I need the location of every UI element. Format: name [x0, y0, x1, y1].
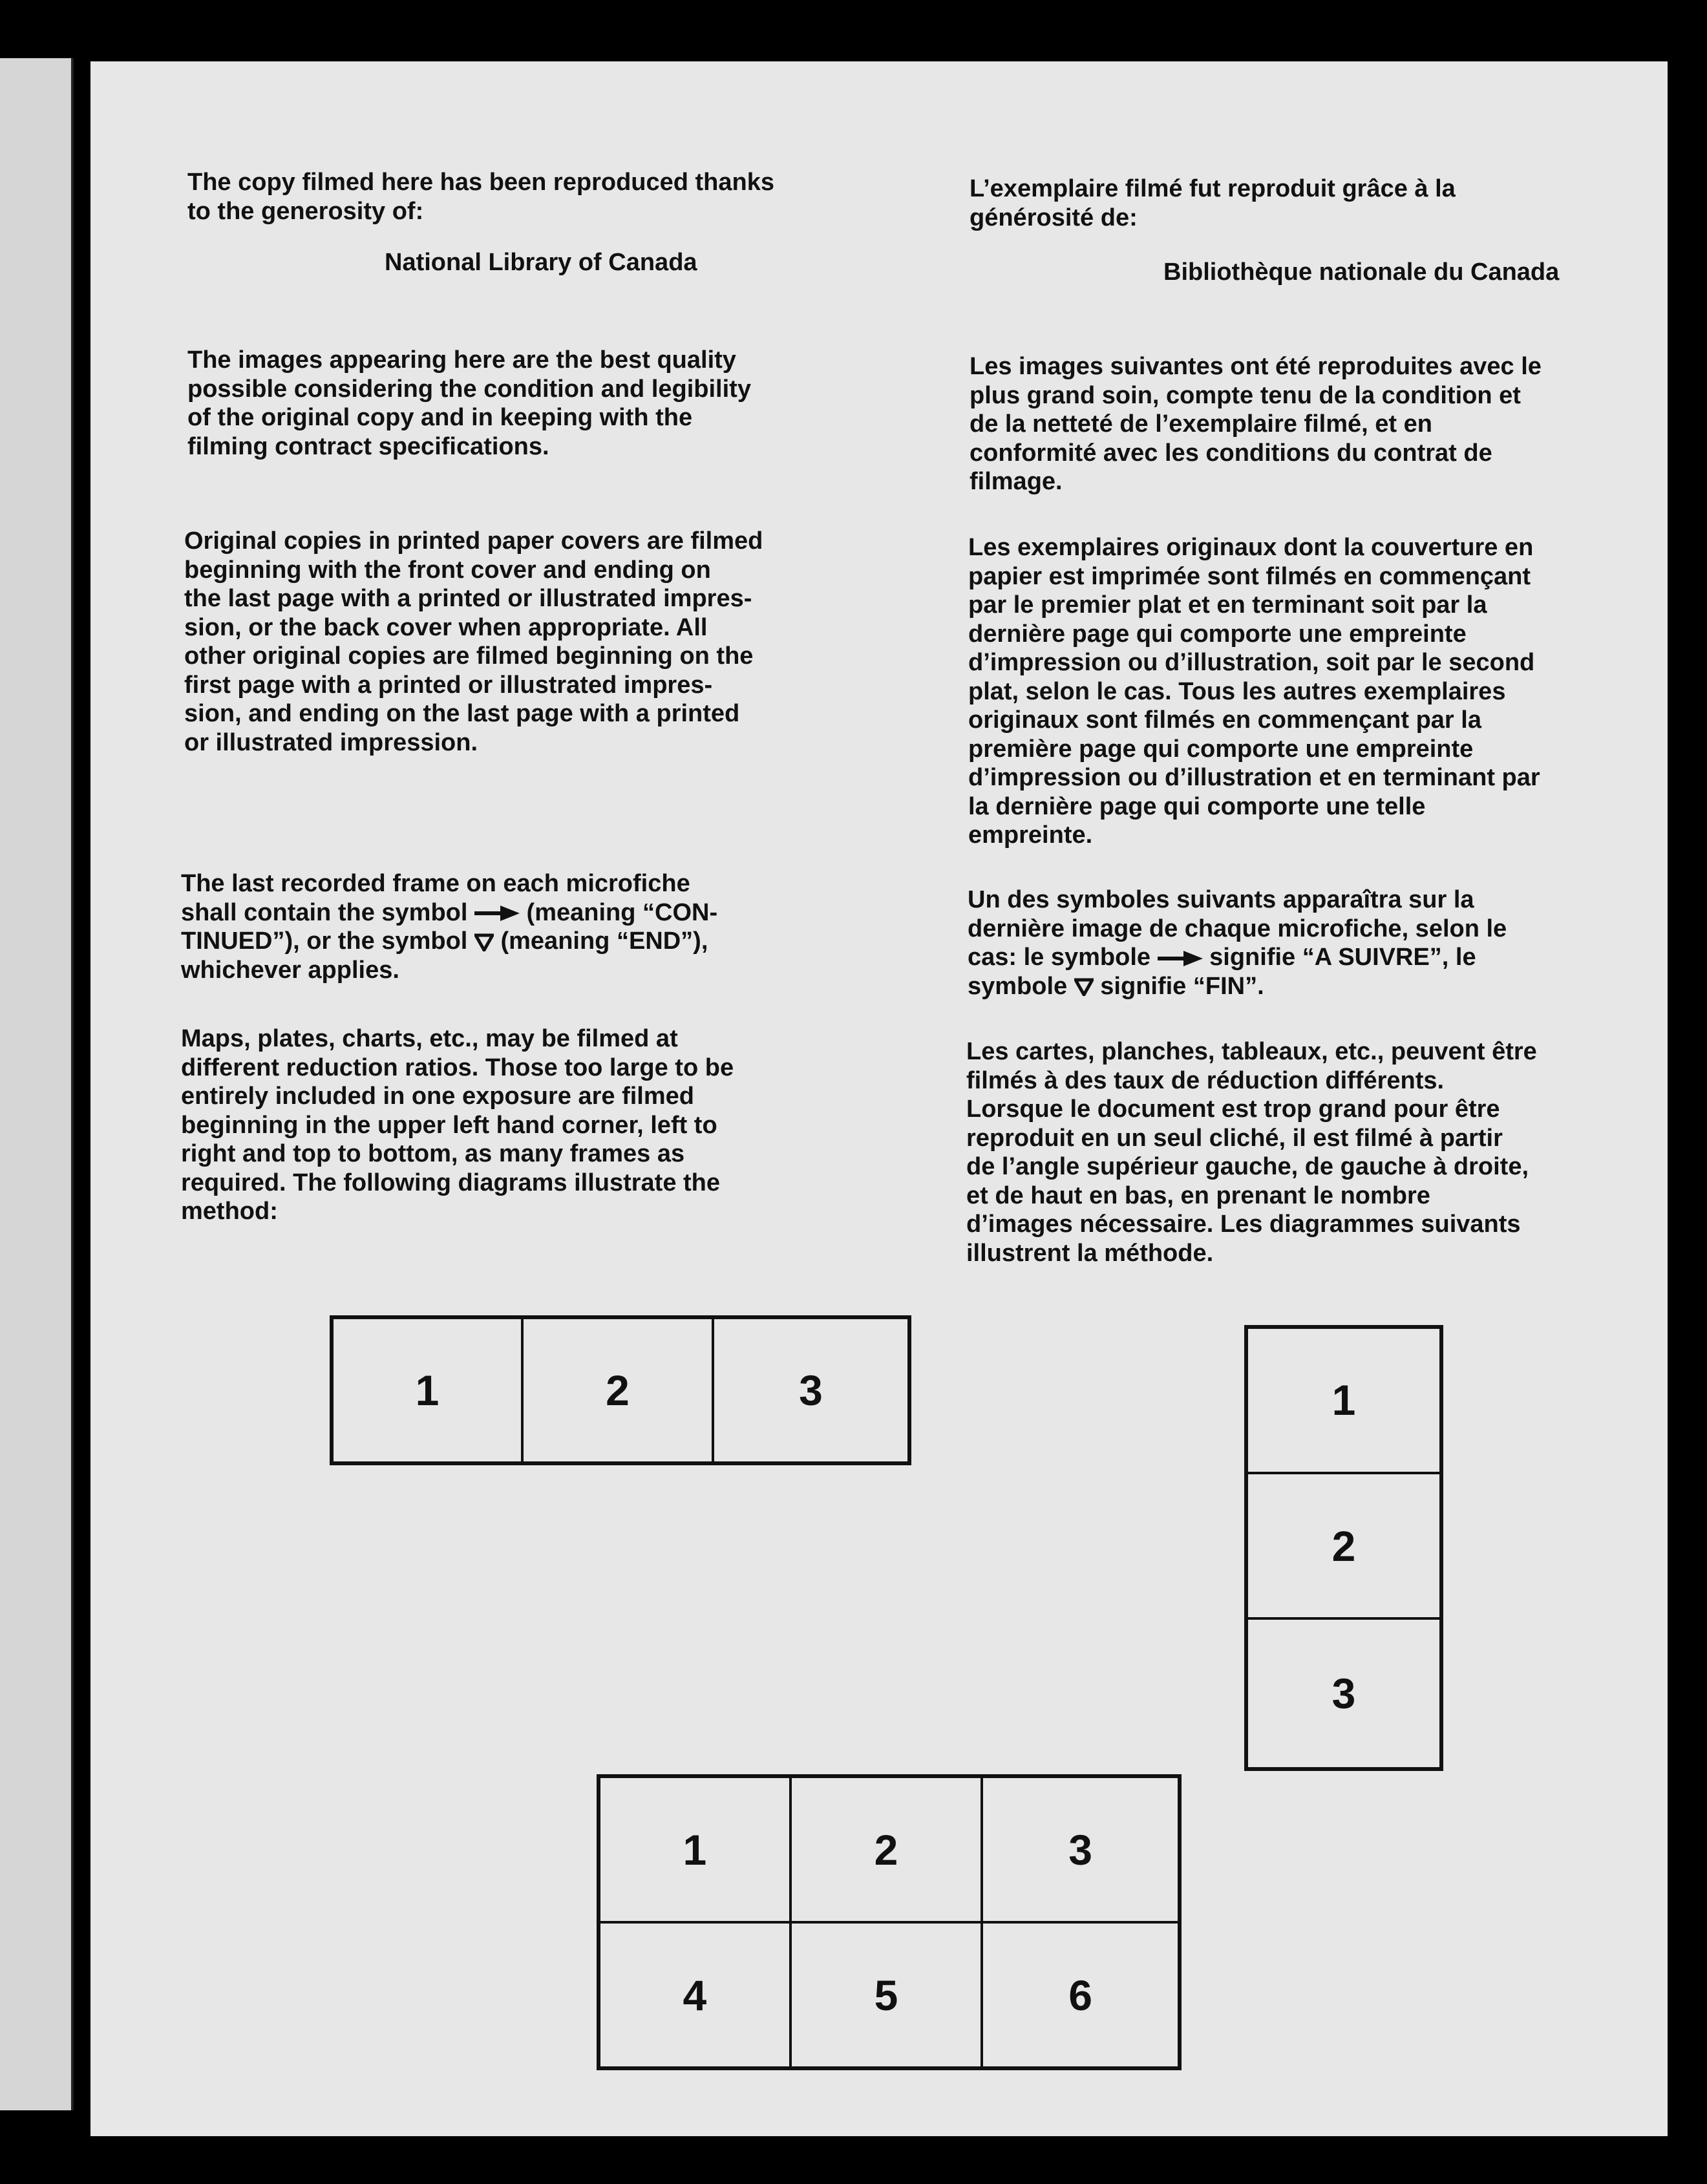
diagram-grid-cell: 4 [599, 1922, 790, 2068]
diagram-grid-cell: 6 [982, 1922, 1180, 2068]
diagram-grid-cell: 3 [982, 1776, 1180, 1922]
down-triangle-icon [1074, 978, 1094, 996]
en-covers-paragraph: Original copies in printed paper covers are filmed beginning with the front cover and ending on the last page with a printed or illustrated impres- sion, or the back cover when appropriate. All other original copies are filmed beginning on the first page with a printed or illustrated impres- sion, and ending on the last page with a printed or illustrated impression. [184, 527, 763, 756]
diagram-grid [597, 1774, 1182, 2070]
down-triangle-icon [474, 933, 494, 951]
diagram-row-cell: 3 [713, 1317, 909, 1463]
fr-intro: L’exemplaire filmé fut reproduit grâce à la générosité de: [970, 175, 1456, 231]
en-quality-paragraph: The images appearing here are the best quality possible considering the condition and legibility of the original copy and in keeping with the filming contract specifications. [187, 346, 751, 460]
diagram-grid-cell: 1 [599, 1776, 790, 1922]
right-arrow-icon [1158, 951, 1203, 966]
fr-symbol-text-b: signifie “A SUIVRE”, le symbole [968, 944, 1476, 1000]
en-symbol-paragraph [181, 869, 717, 984]
diagram-grid-cell: 5 [790, 1922, 982, 2068]
fr-quality-paragraph: Les images suivantes ont été reproduites avec le plus grand soin, compte tenu de la condition et de la netteté de l’exemplaire filmé, et en conformité avec les conditions du contrat de filmage. [970, 353, 1542, 495]
diagram-row [330, 1315, 911, 1465]
en-symbol-text-b: (meaning “CON- TINUED”), or the symbol [181, 898, 718, 955]
en-intro: The copy filmed here has been reproduced thanks to the generosity of: [187, 169, 775, 225]
previous-page-edge [0, 58, 74, 2110]
fr-covers-paragraph: Les exemplaires originaux dont la couverture en papier est imprimée sont filmés en commençant par le premier plat et en terminant soit par la dernière page qui comporte une empreinte d’impression ou d’illustration, soit par le second plat, selon le cas. Tous les autres exemplaires originaux sont filmés en commençant par la première page qui comporte une empreinte d’impression ou d’illustration et en terminant par la dernière page qui comporte une telle empreinte. [968, 534, 1540, 849]
en-symbol-text-a: The last recorded frame on each microfiche shall contain the symbol [181, 870, 690, 926]
fr-symbol-text-c: signifie “FIN”. [1093, 972, 1264, 1000]
en-symbol-text-c: (meaning “END”), whichever applies. [181, 928, 708, 984]
fr-symbol-paragraph [968, 885, 1507, 1001]
en-maps-paragraph: Maps, plates, charts, etc., may be filmed at different reduction ratios. Those too large to be entirely included in one exposure are filmed beginning in the upper left hand corner, left to right and top to bottom, as many frames as required. The following diagrams illustrate the method: [181, 1025, 734, 1225]
fr-library-name: Bibliothèque nationale du Canada [1163, 259, 1560, 286]
fr-symbol-text-a: Un des symboles suivants apparaîtra sur la dernière image de chaque microfiche, selon le cas: le symbole [968, 886, 1507, 971]
fr-maps-paragraph: Les cartes, planches, tableaux, etc., peuvent être filmés à des taux de réduction différents. Lorsque le document est trop grand pour être reproduit en un seul cliché, il est filmé à partir de l’angle supérieur gauche, de gauche à droite, et de haut en bas, en prenant le nombre d’images nécessaire. Les diagrammes suivants illustrent la méthode. [966, 1038, 1537, 1267]
diagram-column-cell: 3 [1246, 1618, 1441, 1769]
diagram-row-cell: 2 [522, 1317, 713, 1463]
diagram-column [1244, 1325, 1443, 1771]
page [90, 61, 1668, 2136]
en-library-name: National Library of Canada [385, 249, 697, 276]
diagram-grid-cell: 2 [790, 1776, 982, 1922]
diagram-column-cell: 2 [1246, 1473, 1441, 1619]
diagram-column-cell: 1 [1246, 1327, 1441, 1473]
diagram-row-cell: 1 [332, 1317, 522, 1463]
right-arrow-icon [474, 906, 520, 921]
